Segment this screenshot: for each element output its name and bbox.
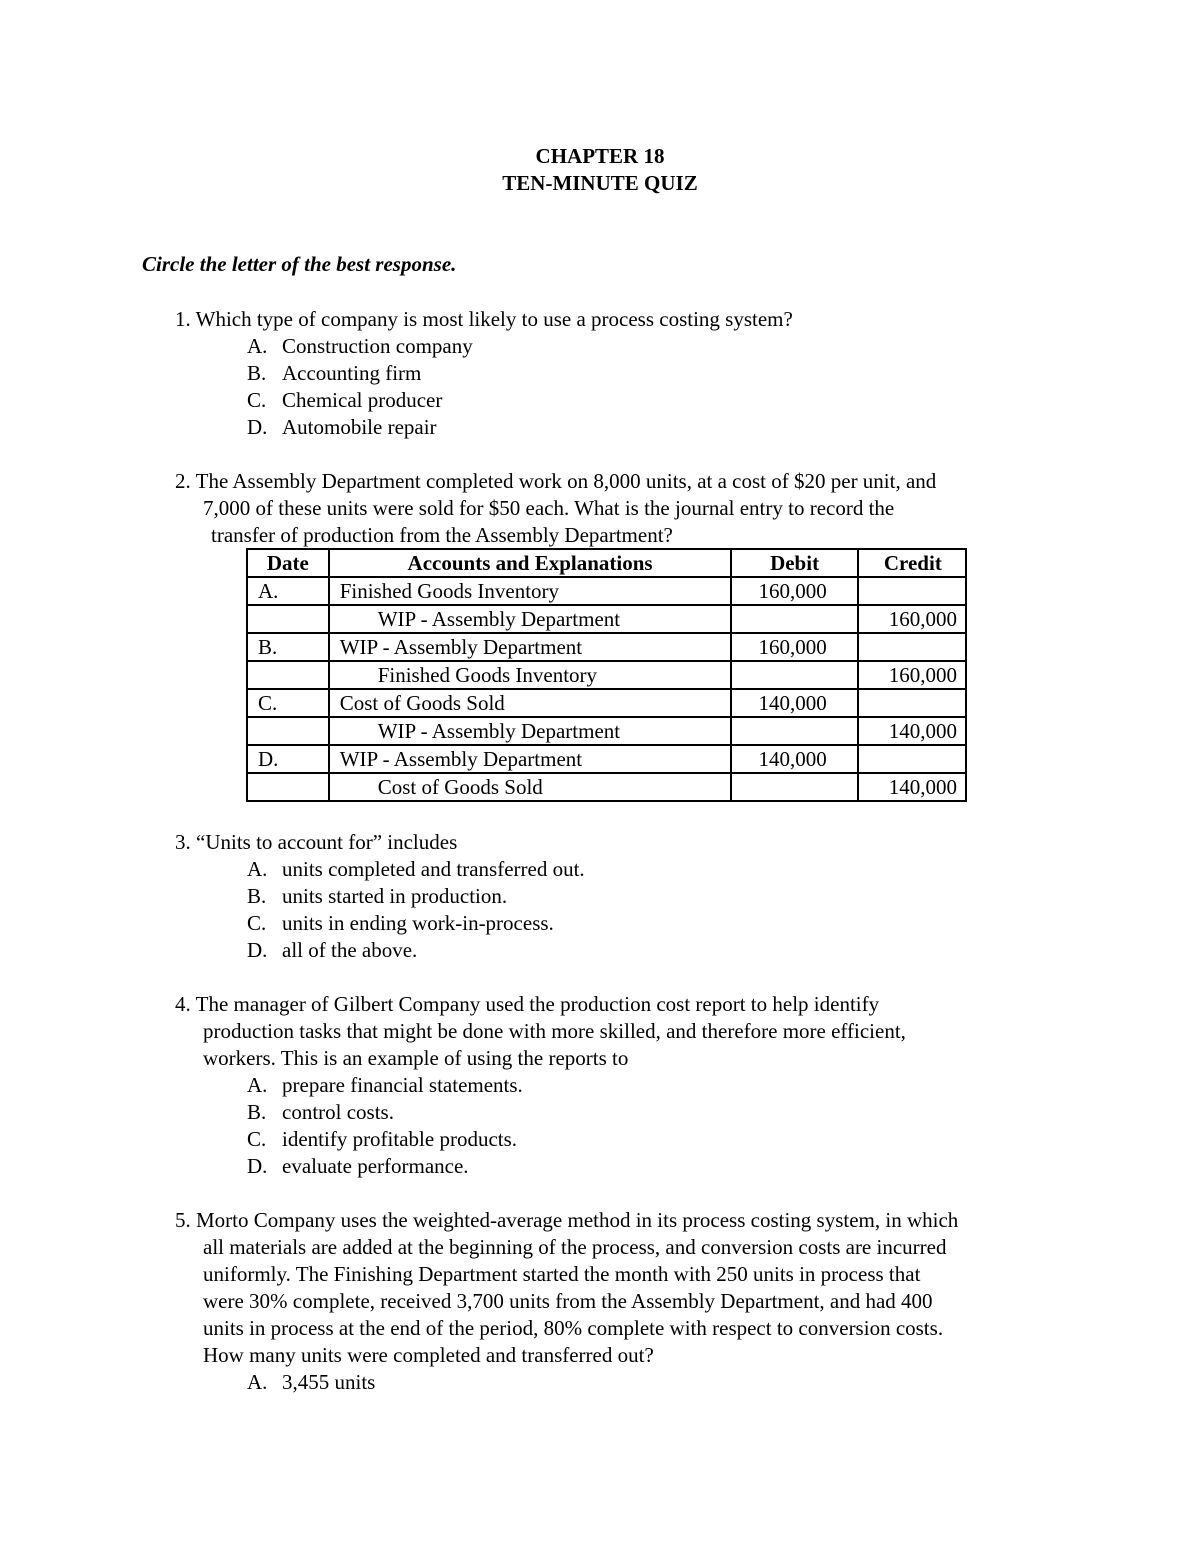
option-text: units in ending work-in-process.	[282, 911, 554, 935]
question-stem: 3. “Units to account for” includes	[175, 830, 458, 854]
question-stem-continued: transfer of production from the Assembly Department?	[211, 523, 673, 547]
question-stem: 5. Morto Company uses the weighted-average method in its process costing system, in which	[175, 1208, 959, 1232]
question-stem-continued: were 30% complete, received 3,700 units from the Assembly Department, and had 400	[203, 1289, 933, 1313]
account-cell: Cost of Goods Sold	[329, 689, 732, 717]
date-header: Date	[247, 549, 329, 577]
table-row	[247, 717, 966, 745]
option-b[interactable]	[175, 360, 1075, 387]
debit-cell: 160,000	[731, 577, 857, 605]
credit-cell: 160,000	[858, 605, 966, 633]
credit-header: Credit	[858, 549, 966, 577]
date-cell: A.	[247, 577, 329, 605]
journal-entry-table	[246, 548, 967, 802]
question-stem-continued: How many units were completed and transferred out?	[203, 1343, 654, 1367]
option-letter: A.	[247, 857, 268, 881]
option-text: control costs.	[282, 1100, 394, 1124]
accounts-header: Accounts and Explanations	[329, 549, 732, 577]
option-a[interactable]	[175, 333, 1075, 360]
question-stem: 1. Which type of company is most likely to use a process costing system?	[175, 307, 793, 331]
question-2	[175, 468, 1075, 549]
option-text: 3,455 units	[282, 1370, 376, 1394]
answer-options	[175, 856, 1075, 964]
option-text: Accounting firm	[282, 361, 422, 385]
answer-options	[175, 333, 1075, 441]
credit-cell: 140,000	[858, 717, 966, 745]
account-cell: WIP - Assembly Department	[329, 717, 732, 745]
question-stem-continued: all materials are added at the beginning of the process, and conversion costs are incurred	[203, 1235, 947, 1259]
debit-cell: 160,000	[731, 633, 857, 661]
option-d[interactable]	[175, 414, 1075, 441]
table-row	[247, 689, 966, 717]
option-letter: A.	[247, 1370, 268, 1394]
table-row	[247, 745, 966, 773]
date-cell	[247, 605, 329, 633]
option-b[interactable]	[175, 883, 1075, 910]
date-cell	[247, 773, 329, 801]
credit-cell	[858, 577, 966, 605]
question-1	[175, 306, 1075, 441]
debit-cell	[731, 773, 857, 801]
option-text: Automobile repair	[282, 415, 437, 439]
table-header-row	[247, 549, 966, 577]
question-5	[175, 1207, 1075, 1396]
option-text: evaluate performance.	[282, 1154, 469, 1178]
question-stem: 4. The manager of Gilbert Company used the production cost report to help identify	[175, 992, 880, 1016]
option-text: units started in production.	[282, 884, 508, 908]
account-cell: Cost of Goods Sold	[329, 773, 732, 801]
question-stem-continued: 7,000 of these units were sold for $50 each. What is the journal entry to record the	[203, 496, 895, 520]
debit-cell	[731, 661, 857, 689]
date-cell	[247, 661, 329, 689]
question-stem-continued: units in process at the end of the period, 80% complete with respect to conversion costs.	[203, 1316, 944, 1340]
option-letter: D.	[247, 938, 268, 962]
table-row	[247, 577, 966, 605]
option-letter: C.	[247, 1127, 267, 1151]
credit-cell	[858, 689, 966, 717]
date-cell: D.	[247, 745, 329, 773]
question-4	[175, 991, 1075, 1180]
credit-cell: 160,000	[858, 661, 966, 689]
credit-cell: 140,000	[858, 773, 966, 801]
option-letter: A.	[247, 1073, 268, 1097]
account-cell: WIP - Assembly Department	[329, 633, 732, 661]
chapter-heading: CHAPTER 18	[535, 144, 665, 168]
credit-cell	[858, 633, 966, 661]
option-b[interactable]	[175, 1099, 1075, 1126]
account-cell: Finished Goods Inventory	[329, 661, 732, 689]
credit-cell	[858, 745, 966, 773]
question-stem-continued: uniformly. The Finishing Department started the month with 250 units in process that	[203, 1262, 921, 1286]
quiz-title: TEN-MINUTE QUIZ	[502, 171, 698, 195]
option-c[interactable]	[175, 910, 1075, 937]
debit-cell	[731, 605, 857, 633]
answer-options	[175, 1072, 1075, 1180]
instructions: Circle the letter of the best response.	[142, 252, 457, 276]
option-letter: B.	[247, 361, 267, 385]
option-letter: B.	[247, 884, 267, 908]
option-letter: D.	[247, 415, 268, 439]
table-row	[247, 605, 966, 633]
option-a[interactable]	[175, 1072, 1075, 1099]
option-letter: B.	[247, 1100, 267, 1124]
debit-cell: 140,000	[731, 745, 857, 773]
option-letter: C.	[247, 388, 267, 412]
table-row	[247, 661, 966, 689]
account-cell: WIP - Assembly Department	[329, 745, 732, 773]
option-text: units completed and transferred out.	[282, 857, 585, 881]
question-stem-continued: workers. This is an example of using the reports to	[203, 1046, 629, 1070]
debit-header: Debit	[731, 549, 857, 577]
option-a[interactable]	[175, 1369, 1075, 1396]
debit-cell	[731, 717, 857, 745]
option-letter: D.	[247, 1154, 268, 1178]
option-text: Construction company	[282, 334, 473, 358]
date-cell: C.	[247, 689, 329, 717]
account-cell: Finished Goods Inventory	[329, 577, 732, 605]
option-letter: A.	[247, 334, 268, 358]
table-row	[247, 773, 966, 801]
option-c[interactable]	[175, 387, 1075, 414]
option-text: prepare financial statements.	[282, 1073, 523, 1097]
answer-options	[175, 1369, 1075, 1396]
account-cell: WIP - Assembly Department	[329, 605, 732, 633]
option-c[interactable]	[175, 1126, 1075, 1153]
option-a[interactable]	[175, 856, 1075, 883]
question-stem: 2. The Assembly Department completed work on 8,000 units, at a cost of $20 per unit, and	[175, 469, 937, 493]
option-d[interactable]	[175, 937, 1075, 964]
option-text: identify profitable products.	[282, 1127, 518, 1151]
question-3	[175, 829, 1075, 964]
option-text: Chemical producer	[282, 388, 443, 412]
option-text: all of the above.	[282, 938, 418, 962]
question-stem-continued: production tasks that might be done with more skilled, and therefore more efficient,	[203, 1019, 906, 1043]
date-cell	[247, 717, 329, 745]
option-letter: C.	[247, 911, 267, 935]
date-cell: B.	[247, 633, 329, 661]
debit-cell: 140,000	[731, 689, 857, 717]
table-row	[247, 633, 966, 661]
option-d[interactable]	[175, 1153, 1075, 1180]
